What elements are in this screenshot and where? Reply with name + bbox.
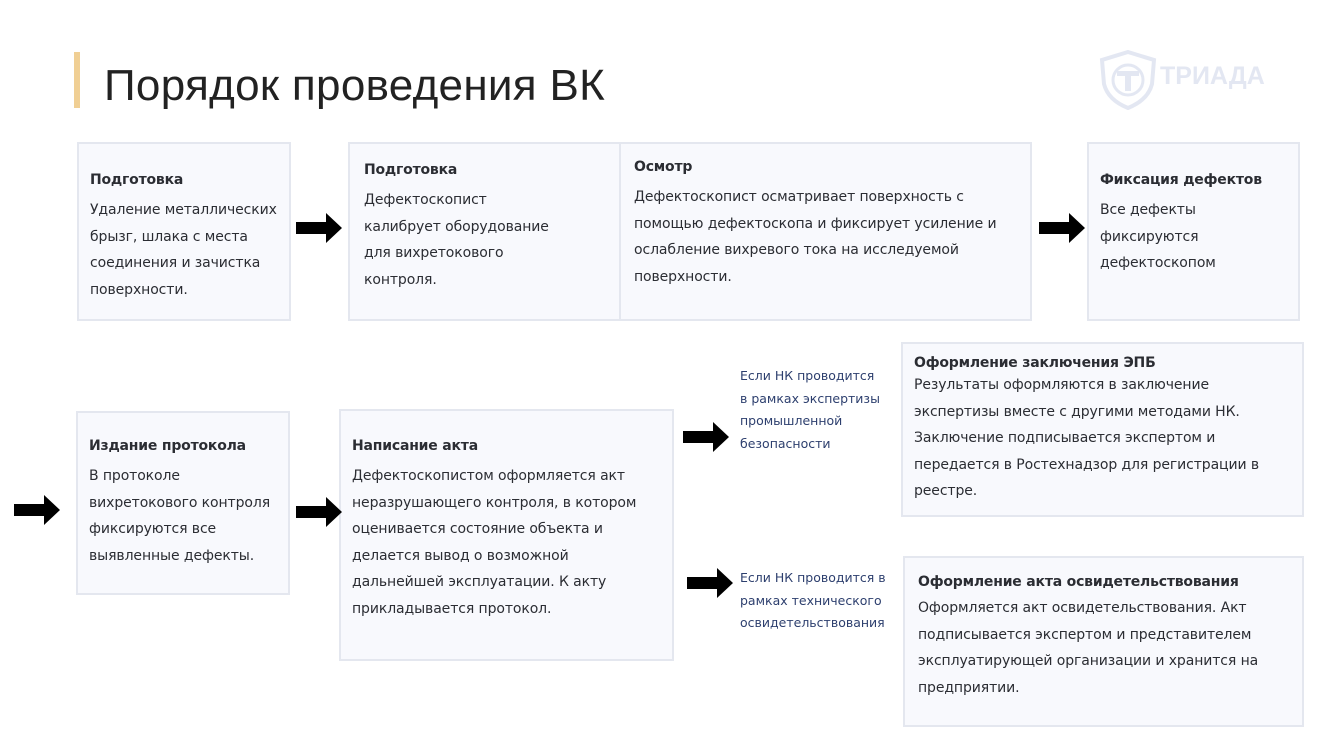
step-title: Оформление заключения ЭПБ (914, 355, 1156, 371)
condition-technical-inspection: Если НК проводится в рамках технического освидетельствования (740, 570, 886, 630)
step-protocol (76, 411, 290, 595)
shield-logo-icon (1098, 50, 1158, 110)
step-preparation-cleaning (77, 142, 291, 321)
step-act-writing (339, 409, 674, 661)
arrow-right-icon (296, 497, 342, 527)
logo-text: ТРИАДА (1160, 62, 1265, 90)
arrow-right-icon (296, 213, 342, 243)
arrow-right-icon (1039, 213, 1085, 243)
step-body: Дефектоскопист калибрует оборудование для вихретокового контроля. (364, 192, 549, 288)
step-defect-recording (1087, 142, 1300, 321)
step-title: Оформление акта освидетельствования (918, 574, 1239, 590)
step-body: Все дефекты фиксируются дефектоскопом (1100, 202, 1216, 271)
step-epb-conclusion (901, 342, 1304, 517)
step-title: Написание акта (352, 438, 478, 454)
step-inspection-act (903, 556, 1304, 727)
step-title: Фиксация дефектов (1100, 172, 1262, 188)
arrow-right-icon (687, 568, 733, 598)
step-title: Издание протокола (89, 438, 246, 454)
triada-logo (1098, 50, 1288, 110)
step-body: Оформляется акт освидетельствования. Акт подписывается экспертом и представителем эксплуатирующей организации и хранится на предприятии. (918, 600, 1259, 696)
title-accent-bar (74, 52, 80, 108)
step-preparation-calibration (348, 142, 621, 321)
condition-epb: Если НК проводится в рамках экспертизы промышленной безопасности (740, 368, 880, 451)
page-title: Порядок проведения ВК (104, 61, 606, 110)
step-body: Дефектоскопист осматривает поверхность с помощью дефектоскопа и фиксирует усиление и ослабление вихревого тока на исследуемой поверхности. (634, 189, 997, 285)
arrow-right-icon (14, 495, 60, 525)
step-title: Подготовка (364, 162, 458, 178)
arrow-right-icon (683, 422, 729, 452)
step-body: Удаление металлических брызг, шлака с места соединения и зачистка поверхности. (90, 202, 277, 298)
step-body: Дефектоскопистом оформляется акт неразрушающего контроля, в котором оценивается состояние объекта и делается вывод о возможной дальнейшей эксплуатации. К акту прикладывается протокол. (352, 468, 637, 617)
step-body: В протоколе вихретокового контроля фиксируются все выявленные дефекты. (89, 468, 271, 564)
step-title: Осмотр (634, 159, 693, 175)
step-body: Результаты оформляются в заключение экспертизы вместе с другими методами НК. Заключение подписывается экспертом и передается в Ростехнадзор для регистрации в реестре. (914, 377, 1259, 499)
step-inspection (619, 142, 1032, 321)
step-title: Подготовка (90, 172, 184, 188)
